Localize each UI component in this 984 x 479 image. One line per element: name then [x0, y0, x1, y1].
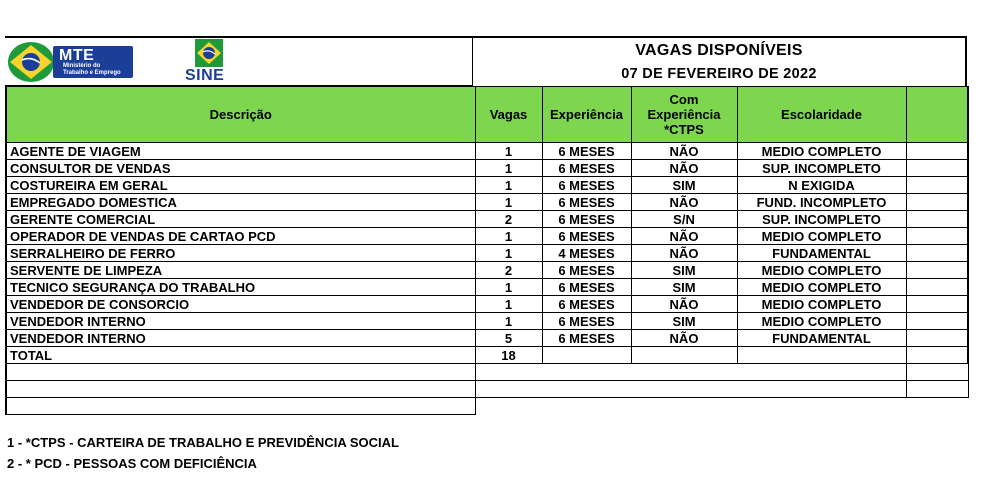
cell-experiencia: 6 MESES [542, 313, 631, 330]
cell-descricao: SERVENTE DE LIMPEZA [6, 262, 475, 279]
cell-descricao: CONSULTOR DE VENDAS [6, 160, 475, 177]
cell-experiencia: 6 MESES [542, 279, 631, 296]
cell-escolaridade: SUP. INCOMPLETO [737, 160, 906, 177]
cell-experiencia: 6 MESES [542, 160, 631, 177]
cell-experiencia: 6 MESES [542, 228, 631, 245]
cell-vagas: 2 [475, 262, 542, 279]
cell-vagas: 1 [475, 279, 542, 296]
cell-vagas: 1 [475, 245, 542, 262]
cell-experiencia: 6 MESES [542, 330, 631, 347]
document-header [5, 36, 967, 86]
cell-experiencia: 6 MESES [542, 211, 631, 228]
cell-gap [737, 364, 906, 381]
cell-ctps: NÃO [631, 194, 737, 211]
footnotes [7, 432, 399, 474]
table-row [6, 245, 968, 262]
cell-experiencia: 6 MESES [542, 296, 631, 313]
cell-escolaridade: MEDIO COMPLETO [737, 279, 906, 296]
table-row [6, 194, 968, 211]
cell-descricao: GERENTE COMERCIAL [6, 211, 475, 228]
cell-vagas: 1 [475, 160, 542, 177]
column-header-experiencia: Experiência [542, 87, 631, 143]
cell-ctps: NÃO [631, 296, 737, 313]
cell-blank [906, 262, 968, 279]
cell-ctps: SIM [631, 177, 737, 194]
table-row [6, 296, 968, 313]
cell-descricao: EMPREGADO DOMESTICA [6, 194, 475, 211]
cell-ctps: S/N [631, 211, 737, 228]
cell-blank [906, 194, 968, 211]
mte-word: MTE [59, 47, 95, 64]
cell-vagas: 1 [475, 228, 542, 245]
cell-escolaridade: MEDIO COMPLETO [737, 313, 906, 330]
column-header-com-experiencia-line1: Com [669, 92, 699, 107]
sine-word: SINE [185, 67, 225, 84]
cell-descricao: SERRALHEIRO DE FERRO [6, 245, 475, 262]
cell-experiencia: 6 MESES [542, 177, 631, 194]
cell-ctps: SIM [631, 279, 737, 296]
cell-empty [542, 347, 631, 364]
cell-vagas: 1 [475, 177, 542, 194]
cell-ctps: NÃO [631, 330, 737, 347]
cell-total-vagas: 18 [475, 347, 542, 364]
cell-ctps: NÃO [631, 160, 737, 177]
cell-blank [906, 228, 968, 245]
cell-vagas: 1 [475, 143, 542, 160]
column-header-escolaridade: Escolaridade [737, 87, 906, 143]
cell-escolaridade: FUNDAMENTAL [737, 245, 906, 262]
page-title: VAGAS DISPONÍVEIS [635, 42, 803, 59]
column-header-com-experiencia [631, 87, 737, 143]
cell-experiencia: 6 MESES [542, 262, 631, 279]
cell-descricao: AGENTE DE VIAGEM [6, 143, 475, 160]
table-row [6, 228, 968, 245]
cell-total-label: TOTAL [6, 347, 475, 364]
cell-blank [906, 160, 968, 177]
vacancies-table [5, 86, 969, 415]
cell-escolaridade: MEDIO COMPLETO [737, 262, 906, 279]
cell-descricao: COSTUREIRA EM GERAL [6, 177, 475, 194]
cell-descricao: VENDEDOR INTERNO [6, 313, 475, 330]
cell-experiencia: 6 MESES [542, 143, 631, 160]
cell-blank [906, 245, 968, 262]
column-header-com-experiencia-line3: *CTPS [664, 122, 704, 137]
cell-blank [906, 177, 968, 194]
cell-blank [906, 313, 968, 330]
table-header-row [6, 87, 968, 143]
cell-blank [906, 211, 968, 228]
cell-gap [475, 381, 737, 398]
cell-ctps: NÃO [631, 228, 737, 245]
table-row [6, 262, 968, 279]
cell-empty [906, 347, 968, 364]
cell-ctps: SIM [631, 262, 737, 279]
mte-logo [7, 41, 133, 83]
title-area [473, 38, 965, 86]
empty-row [6, 398, 968, 415]
cell-vagas: 1 [475, 194, 542, 211]
cell-gap [475, 364, 737, 381]
cell-vagas: 1 [475, 313, 542, 330]
logos-area [5, 38, 473, 86]
cell-descricao: VENDEDOR INTERNO [6, 330, 475, 347]
cell-escolaridade: MEDIO COMPLETO [737, 143, 906, 160]
cell-vagas: 1 [475, 296, 542, 313]
column-header-vagas: Vagas [475, 87, 542, 143]
mte-subtitle [63, 63, 121, 76]
cell-escolaridade: MEDIO COMPLETO [737, 296, 906, 313]
cell-ctps: NÃO [631, 245, 737, 262]
table-row [6, 143, 968, 160]
cell-gap [737, 398, 906, 415]
cell-blank [906, 279, 968, 296]
column-header-com-experiencia-line2: Experiência [647, 107, 721, 122]
table-row [6, 160, 968, 177]
cell-escolaridade: N EXIGIDA [737, 177, 906, 194]
page-date: 07 DE FEVEREIRO DE 2022 [621, 66, 817, 82]
cell-blank [906, 296, 968, 313]
cell-escolaridade: SUP. INCOMPLETO [737, 211, 906, 228]
cell-blank [906, 330, 968, 347]
column-header-blank [906, 87, 968, 143]
cell-ctps: NÃO [631, 143, 737, 160]
cell-blank [906, 143, 968, 160]
cell-vagas: 2 [475, 211, 542, 228]
table-row [6, 177, 968, 194]
footnote-pcd: 2 - * PCD - PESSOAS COM DEFICIÊNCIA [7, 456, 257, 471]
cell-experiencia: 4 MESES [542, 245, 631, 262]
mte-subtitle-line1: Ministério do [63, 63, 101, 69]
cell-escolaridade: MEDIO COMPLETO [737, 228, 906, 245]
cell-gap [475, 398, 737, 415]
cell-descricao: TECNICO SEGURANÇA DO TRABALHO [6, 279, 475, 296]
column-header-descricao: Descrição [6, 87, 475, 143]
table-row [6, 211, 968, 228]
cell-experiencia: 6 MESES [542, 194, 631, 211]
cell-descricao: VENDEDOR DE CONSORCIO [6, 296, 475, 313]
mte-badge [53, 46, 133, 78]
total-row [6, 347, 968, 364]
empty-row [6, 364, 968, 381]
table-row [6, 330, 968, 347]
sine-logo [185, 39, 237, 85]
cell-empty [6, 398, 475, 415]
mte-subtitle-line2: Trabalho e Emprego [63, 69, 121, 76]
footnote-ctps: 1 - *CTPS - CARTEIRA DE TRABALHO E PREVIDÊNCIA SOCIAL [7, 435, 399, 450]
cell-ctps: SIM [631, 313, 737, 330]
cell-gap [906, 398, 968, 415]
cell-gap [737, 381, 906, 398]
cell-empty [737, 347, 906, 364]
cell-escolaridade: FUNDAMENTAL [737, 330, 906, 347]
cell-descricao: OPERADOR DE VENDAS DE CARTAO PCD [6, 228, 475, 245]
cell-empty [6, 381, 475, 398]
cell-empty [906, 381, 968, 398]
brazil-flag-icon [7, 41, 59, 83]
table-row [6, 313, 968, 330]
brazil-flag-icon [195, 39, 223, 67]
cell-escolaridade: FUND. INCOMPLETO [737, 194, 906, 211]
table-row [6, 279, 968, 296]
cell-empty [906, 364, 968, 381]
cell-vagas: 5 [475, 330, 542, 347]
empty-row [6, 381, 968, 398]
cell-empty [6, 364, 475, 381]
cell-empty [631, 347, 737, 364]
